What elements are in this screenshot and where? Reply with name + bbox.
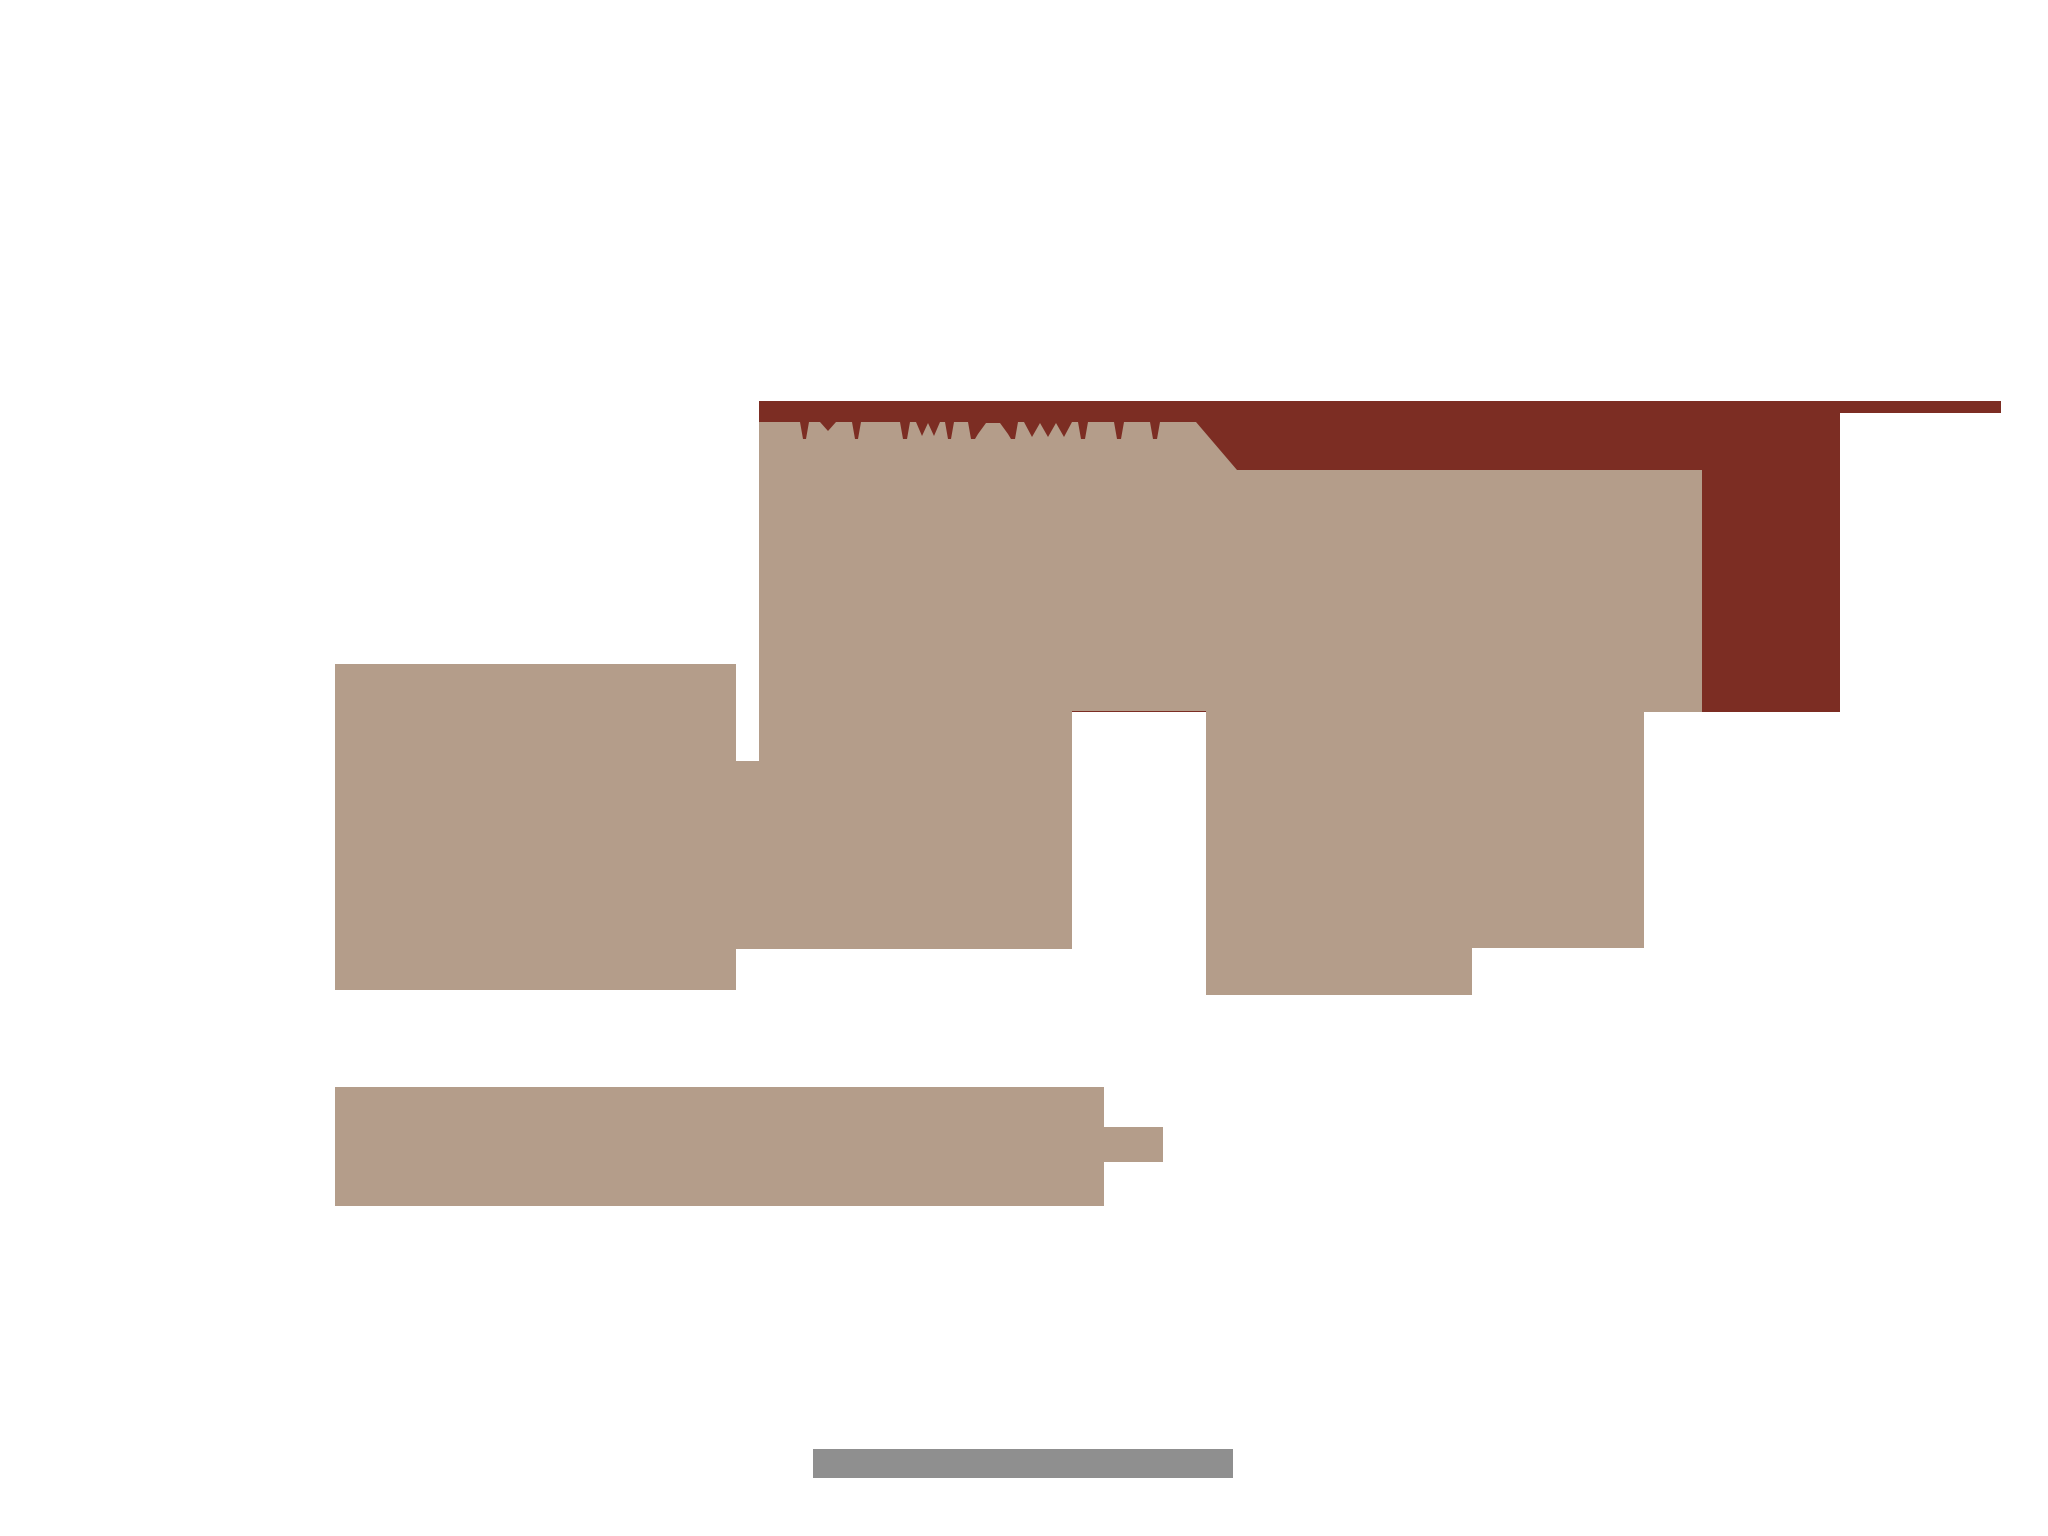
- headline-letterforms-mass: [759, 422, 1702, 995]
- letterform-left-block: [335, 664, 736, 990]
- horizontal-scrollbar-thumb[interactable]: [813, 1449, 1233, 1478]
- subheading-dash: [1104, 1127, 1163, 1162]
- letterform-bridge: [736, 761, 759, 949]
- subheading-bar: [335, 1087, 1104, 1206]
